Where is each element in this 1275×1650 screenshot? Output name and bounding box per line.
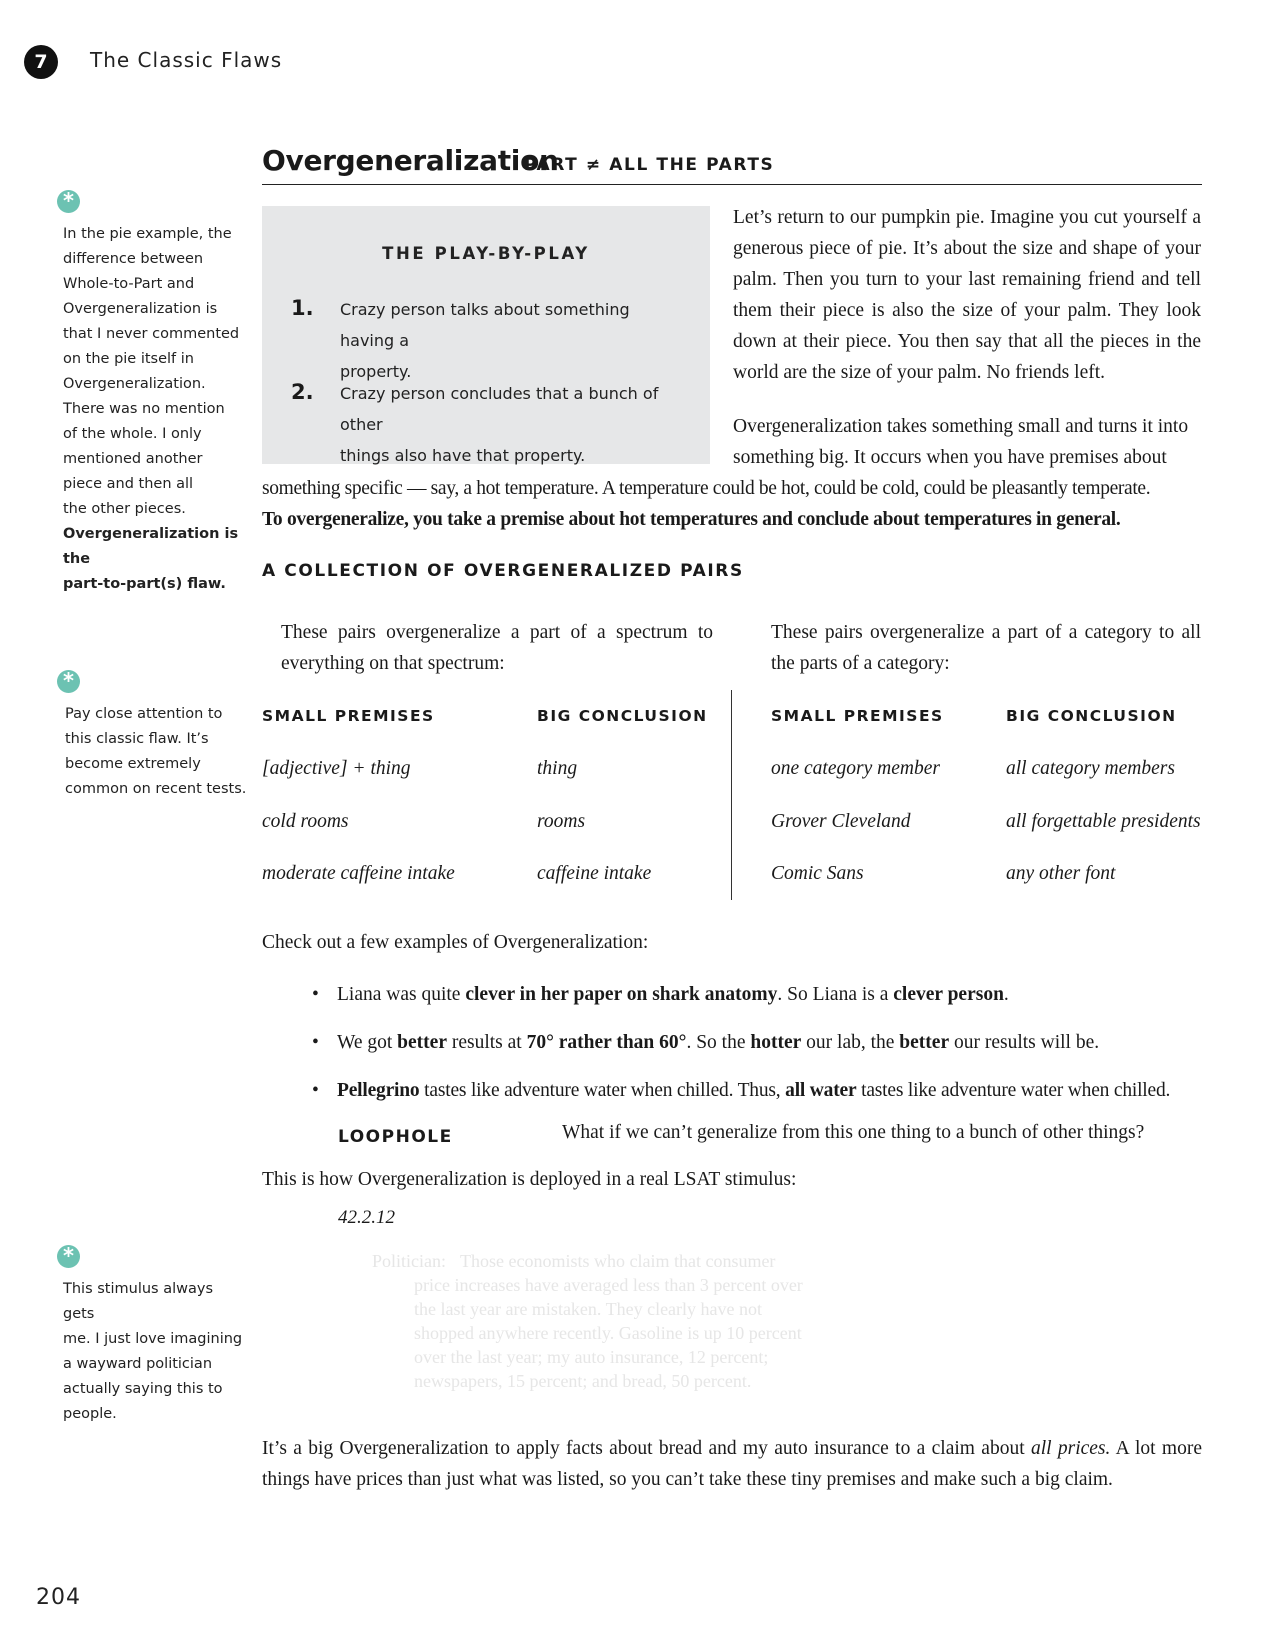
pair-big-conclusion: thing	[537, 758, 578, 779]
section-subtitle: PART ≠ ALL THE PARTS	[524, 155, 775, 175]
note-line: Pay close attention to	[65, 706, 223, 722]
note-line: There was no mention	[63, 401, 225, 417]
pair-small-premise: Comic Sans	[771, 863, 864, 884]
asterisk-icon: *	[57, 670, 80, 693]
example-bullet	[312, 1027, 1099, 1058]
step-number: 2.	[291, 380, 314, 404]
bullet-bold-text: clever in her paper on shark anatomy	[465, 984, 778, 1005]
column-header-small-premises: SMALL PREMISES	[771, 707, 944, 725]
loophole-label: LOOPHOLE	[338, 1127, 453, 1147]
note-line: people.	[63, 1406, 117, 1422]
note-line: Overgeneralization is	[63, 301, 218, 317]
bullet-bold-text: Pellegrino	[337, 1080, 420, 1101]
section-heading	[262, 144, 1202, 185]
step-line: Crazy person concludes that a bunch of other	[340, 384, 659, 434]
pair-small-premise: [adjective] + thing	[262, 758, 411, 779]
note-line: This stimulus always gets	[63, 1281, 213, 1322]
play-by-play-title: THE PLAY-BY-PLAY	[382, 244, 590, 263]
bullet-icon: •	[312, 1080, 319, 1101]
bullet-text: Liana was quite	[337, 984, 466, 1005]
bullet-bold-text: clever person	[893, 984, 1004, 1005]
chapter-title: The Classic Flaws	[90, 48, 283, 72]
pair-small-premise: Grover Cleveland	[771, 811, 911, 832]
pair-big-conclusion: any other font	[1006, 863, 1116, 884]
column-header-small-premises: SMALL PREMISES	[262, 707, 435, 725]
final-paragraph	[262, 1433, 1202, 1495]
step-number: 1.	[291, 296, 314, 320]
step-line: property.	[340, 362, 412, 381]
examples-intro: Check out a few examples of Overgeneralization:	[262, 932, 649, 953]
example-bullet	[312, 979, 1009, 1010]
sidebar-note-attention	[65, 702, 250, 802]
bullet-bold-text: hotter	[750, 1032, 802, 1053]
bullet-icon: •	[312, 1032, 319, 1053]
bullet-text: We got	[337, 1032, 398, 1053]
collection-heading: A COLLECTION OF OVERGENERALIZED PAIRS	[262, 561, 744, 581]
paragraph-line: something specific — say, a hot temperature. A temperature could be hot, could be cold, could be pleasantly temperate.	[262, 478, 1151, 499]
bullet-text: . So Liana is a	[777, 984, 894, 1005]
note-line: piece and then all	[63, 476, 194, 492]
note-line: the other pieces.	[63, 501, 186, 517]
bullet-bold-text: 70° rather than 60°	[526, 1032, 687, 1053]
bullet-text: .	[1003, 984, 1009, 1005]
bullet-text: tastes like adventure water when chilled. Thus,	[419, 1080, 786, 1101]
bullet-text: our results will be.	[949, 1032, 1100, 1053]
final-text: It’s a big Overgeneralization to apply facts about bread and my auto insurance to a claim about	[262, 1438, 1031, 1459]
paragraph-bold-line: To overgeneralize, you take a premise about hot temperatures and conclude about temperatures in general.	[262, 509, 1121, 530]
note-line: me. I just love imagining	[63, 1331, 243, 1347]
bullet-text: our lab, the	[801, 1032, 900, 1053]
note-line: difference between	[63, 251, 204, 267]
pair-big-conclusion: all category members	[1006, 758, 1175, 779]
pair-small-premise: cold rooms	[262, 811, 349, 832]
paragraph-line: Overgeneralization takes something small and turns it into	[733, 416, 1189, 437]
stimulus-text-faded	[372, 1249, 812, 1393]
asterisk-icon: *	[57, 190, 80, 213]
note-line: mentioned another	[63, 451, 203, 467]
final-text: A lot more things have prices than just what was listed, so you can’t take these tiny premises and make such a big claim.	[262, 1438, 1202, 1490]
note-line: on the pie itself in	[63, 351, 194, 367]
section-title: Overgeneralization	[262, 144, 559, 177]
paragraph-line: something big. It occurs when you have premises about	[733, 447, 1167, 468]
bullet-text: . So the	[686, 1032, 751, 1053]
stimulus-speaker: Politician:	[372, 1251, 446, 1271]
stimulus-body: Those economists who claim that consumer price increases have averaged less than 3 percent over the last year are mistaken. They clearly have not shopped anywhere recently. Gasoline is up 10 percent over the last year; my auto insurance, 12 percent; newspapers, 15 percent; and bread, 50 percent.	[414, 1251, 803, 1391]
column-header-big-conclusion: BIG CONCLUSION	[1006, 707, 1177, 725]
column-divider	[731, 690, 732, 900]
bullet-text: tastes like adventure water when chilled.	[856, 1080, 1171, 1101]
column-header-big-conclusion: BIG CONCLUSION	[537, 707, 708, 725]
note-line: this classic flaw. It’s	[65, 731, 209, 747]
definition-paragraph	[262, 411, 1202, 535]
page-number: 204	[36, 1585, 81, 1610]
category-pairs-intro: These pairs overgeneralize a part of a category to all the parts of a category:	[771, 622, 1201, 674]
step-text	[340, 294, 685, 387]
deploy-intro: This is how Overgeneralization is deployed in a real LSAT stimulus:	[262, 1169, 797, 1190]
note-line: Whole-to-Part and	[63, 276, 195, 292]
chapter-number-badge: 7	[24, 45, 58, 79]
sidebar-note-pie-example	[63, 222, 248, 597]
note-line: a wayward politician	[63, 1356, 213, 1372]
pair-big-conclusion: rooms	[537, 811, 586, 832]
pair-small-premise: moderate caffeine intake	[262, 863, 455, 884]
note-line: actually saying this to	[63, 1381, 223, 1397]
stimulus-id: 42.2.12	[338, 1207, 395, 1228]
example-bullet	[312, 1075, 1170, 1106]
asterisk-icon: *	[57, 1245, 80, 1268]
note-line: of the whole. I only	[63, 426, 202, 442]
bullet-bold-text: better	[899, 1032, 950, 1053]
bullet-icon: •	[312, 984, 319, 1005]
bullet-text: results at	[446, 1032, 527, 1053]
intro-paragraph: Let’s return to our pumpkin pie. Imagine you cut yourself a generous piece of pie. It’s about the size and shape of your palm. Then you turn to your last remaining friend and tell them their piece is also the size of your palm. They look down at their piece. You then say that all the pieces in the world are the size of your palm. No friends left.	[733, 207, 1201, 383]
note-line: become extremely	[65, 756, 201, 772]
bullet-bold-text: better	[397, 1032, 447, 1053]
note-line: In the pie example, the	[63, 226, 232, 242]
loophole-text: What if we can’t generalize from this one thing to a bunch of other things?	[562, 1122, 1145, 1143]
note-bold-line: part-to-part(s) flaw.	[63, 576, 226, 592]
step-line: Crazy person talks about something having a	[340, 300, 630, 350]
note-bold-line: Overgeneralization is the	[63, 526, 239, 567]
bullet-bold-text: all water	[785, 1080, 857, 1101]
spectrum-pairs-intro: These pairs overgeneralize a part of a spectrum to everything on that spectrum:	[281, 622, 713, 674]
pair-small-premise: one category member	[771, 758, 940, 779]
note-line: Overgeneralization.	[63, 376, 206, 392]
pair-big-conclusion: all forgettable presidents	[1006, 811, 1201, 832]
final-italic-text: all prices.	[1030, 1438, 1111, 1459]
step-line: things also have that property.	[340, 446, 586, 465]
note-line: that I never commented	[63, 326, 240, 342]
note-line: common on recent tests.	[65, 781, 247, 797]
sidebar-note-stimulus	[63, 1277, 248, 1427]
pair-big-conclusion: caffeine intake	[537, 863, 652, 884]
